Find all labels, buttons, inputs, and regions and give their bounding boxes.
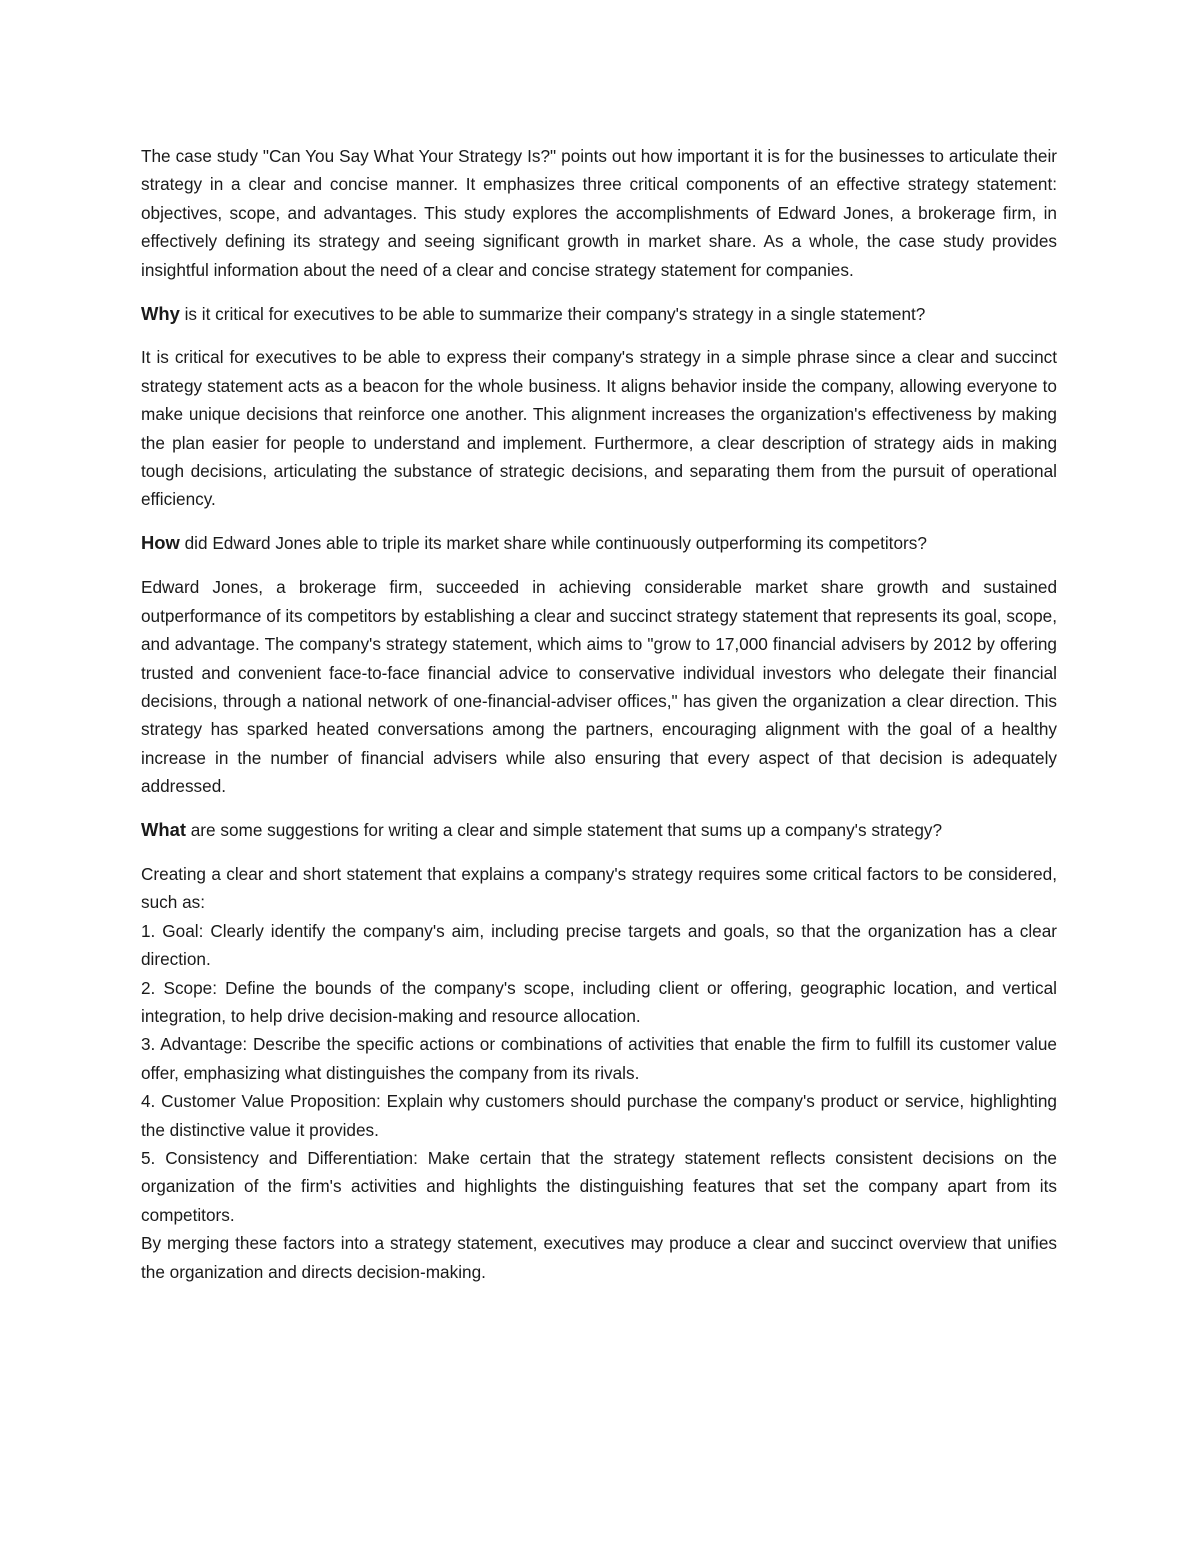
list-item-goal: 1. Goal: Clearly identify the company's aim, including precise targets and goals, so that the organization has a clear direction. <box>141 920 1057 970</box>
question-why <box>141 300 1057 328</box>
question-why-text: is it critical for executives to be able to summarize their company's strategy in a single statement? <box>179 303 926 324</box>
question-how-lead: How <box>141 532 180 554</box>
answer-what-block <box>141 860 1057 1286</box>
answer-how-paragraph: Edward Jones, a brokerage firm, succeeded in achieving considerable market share growth and sustained outperformance of its competitors by establishing a clear and succinct strategy statement that represents its goal, scope, and advantage. The company's strategy statement, which aims to "grow to 17,000 financial advisers by 2012 by offering trusted and convenient face-to-face financial advice to conservative individual investors who delegate their financial decisions, through a national network of one-financial-adviser offices," has given the organization a clear direction. This strategy has sparked heated conversations among the partners, encouraging alignment with the goal of a healthy increase in the number of financial advisers while also ensuring that every aspect of that decision is adequately addressed. <box>141 577 1057 797</box>
list-item-customer-value: 4. Customer Value Proposition: Explain why customers should purchase the company's product or service, highlighting the distinctive value it provides. <box>141 1091 1057 1140</box>
answer-what-intro: Creating a clear and short statement that explains a company's strategy requires some critical factors to be considered, such as: <box>141 863 1057 913</box>
answer-what-conclusion: By merging these factors into a strategy statement, executives may produce a clear and succinct overview that unifies the organization and directs decision-making. <box>141 1233 1057 1282</box>
question-how-text: did Edward Jones able to triple its market share while continuously outperforming its competitors? <box>179 533 927 554</box>
answer-why-paragraph: It is critical for executives to be able to express their company's strategy in a simple phrase since a clear and succinct strategy statement acts as a beacon for the whole business. It aligns behavior inside the company, allowing everyone to make unique decisions that reinforce one another. This alignment increases the organization's effectiveness by making the plan easier for people to understand and implement. Furthermore, a clear description of strategy aids in making tough decisions, articulating the substance of strategic decisions, and separating them from the pursuit of operational efficiency. <box>141 347 1057 510</box>
question-what-text: are some suggestions for writing a clear and simple statement that sums up a company's strategy? <box>185 820 943 841</box>
list-item-consistency: 5. Consistency and Differentiation: Make certain that the strategy statement reflects consistent decisions on the organization of the firm's activities and highlights the distinguishing features that set the company apart from its competitors. <box>141 1148 1057 1225</box>
question-what-lead: What <box>141 819 186 841</box>
question-why-lead: Why <box>141 302 180 324</box>
question-what <box>141 816 1057 844</box>
list-item-scope: 2. Scope: Define the bounds of the company's scope, including client or offering, geographic location, and vertical integration, to help drive decision-making and resource allocation. <box>141 977 1057 1026</box>
intro-paragraph: The case study "Can You Say What Your Strategy Is?" points out how important it is for the businesses to articulate their strategy in a clear and concise manner. It emphasizes three critical components of an effective strategy statement: objectives, scope, and advantages. This study explores the accomplishments of Edward Jones, a brokerage firm, in effectively defining its strategy and seeing significant growth in market share. As a whole, the case study provides insightful information about the need of a clear and concise strategy statement for companies. <box>141 146 1057 280</box>
question-how <box>141 529 1057 557</box>
list-item-advantage: 3. Advantage: Describe the specific actions or combinations of activities that enable the firm to fulfill its customer value offer, emphasizing what distinguishes the company from its rivals. <box>141 1034 1057 1083</box>
document-body <box>141 142 1057 1286</box>
